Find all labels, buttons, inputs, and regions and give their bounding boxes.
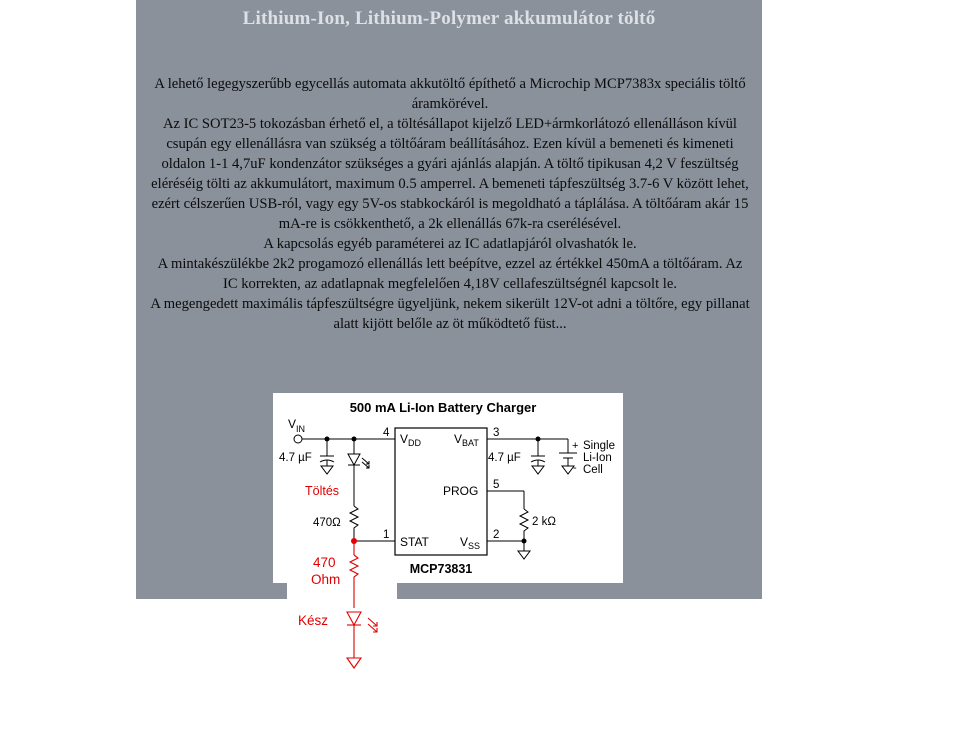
ready-resistor-value: 470	[313, 555, 336, 570]
vin-sub: IN	[296, 424, 306, 434]
ready-label: Kész	[298, 613, 329, 628]
pin-vdd-main: V	[400, 432, 409, 446]
battery-label-2: Li-Ion	[583, 452, 612, 464]
paragraph-1: A lehető legegyszerűbb egycellás automata akkutöltő építhető a Microchip MCP7383x speciális töltő áramkörével.	[154, 76, 746, 112]
charging-label: Töltés	[305, 484, 340, 498]
pin-num-stat: 1	[383, 529, 390, 541]
paragraph-2: Az IC SOT23-5 tokozásban érhető el, a töltésállapot kijelző LED+ármkorlátozó ellenálláson kívül csupán egy ellenállásra van szükség a töltőáram beállításához. Ezen kívül a bemeneti és kimeneti oldalon 1-1 4,7uF kondenzátor szükséges a gyári ajánlás alapján. A töltő tipikusan 4,2 V feszültség eléréséig tölti az akkumulátort, maximum 0.5 amperrel. A bemeneti tápfeszültség 3.7-6 V között lehet, ezért célszerűen USB-ról, vagy egy 5V-os stabkockáról is megoldható a táplálása. A töltőáram akár 15 mA-re is csökkenthető, a 2k ellenállás 67k-ra cserélésével.	[151, 116, 749, 232]
battery-label-3: Cell	[583, 464, 603, 476]
paragraph-3: A kapcsolás egyéb paraméterei az IC adatlapjáról olvashatók le.	[263, 236, 637, 252]
pin-num-vss: 2	[493, 529, 500, 541]
vin-main: V	[288, 417, 297, 431]
pin-vdd-sub: DD	[408, 438, 422, 448]
schematic-extension-background	[287, 582, 397, 677]
pin-vss-main: V	[460, 535, 469, 549]
paragraph-4: A mintakészülékbe 2k2 progamozó ellenállás lett beépítve, ezzel az értékkel 450mA a töltőáram. Az IC korrekten, az adatlapnak megfelelően 4,18V cellafeszültségnél kapcsolt le.	[157, 256, 743, 292]
battery-minus: -	[573, 462, 577, 474]
junction-vss	[522, 539, 527, 544]
cap-out-label: 4.7 µF	[488, 452, 521, 464]
pin-vbat-sub: BAT	[462, 438, 479, 448]
pin-vbat-main: V	[454, 432, 463, 446]
pin-prog-label: PROG	[443, 484, 479, 498]
vin-terminal	[294, 435, 302, 443]
page-title: Lithium-Ion, Lithium-Polymer akkumulátor töltő	[242, 8, 656, 29]
battery-label-1: Single	[583, 440, 615, 452]
pin-num-prog: 5	[493, 479, 500, 491]
ic-name: MCP73831	[409, 562, 473, 576]
paragraph-5: A megengedett maximális tápfeszültségre ügyeljünk, nekem sikerült 12V-ot adni a töltőre, egy pillanat alatt kijött belőle az öt működtető füst...	[150, 296, 750, 332]
prog-resistor-label: 2 kΩ	[532, 516, 556, 528]
pin-stat-label: STAT	[400, 535, 429, 549]
pin-num-vdd: 4	[383, 427, 390, 439]
pin-vss-sub: SS	[468, 541, 481, 551]
cap-in-label: 4.7 µF	[279, 452, 312, 464]
schematic-title: 500 mA Li-Ion Battery Charger	[349, 400, 537, 415]
led-resistor-label: 470Ω	[313, 517, 341, 529]
pin-num-vbat: 3	[493, 427, 500, 439]
battery-plus: +	[572, 440, 579, 452]
ready-resistor-unit: Ohm	[311, 572, 341, 587]
